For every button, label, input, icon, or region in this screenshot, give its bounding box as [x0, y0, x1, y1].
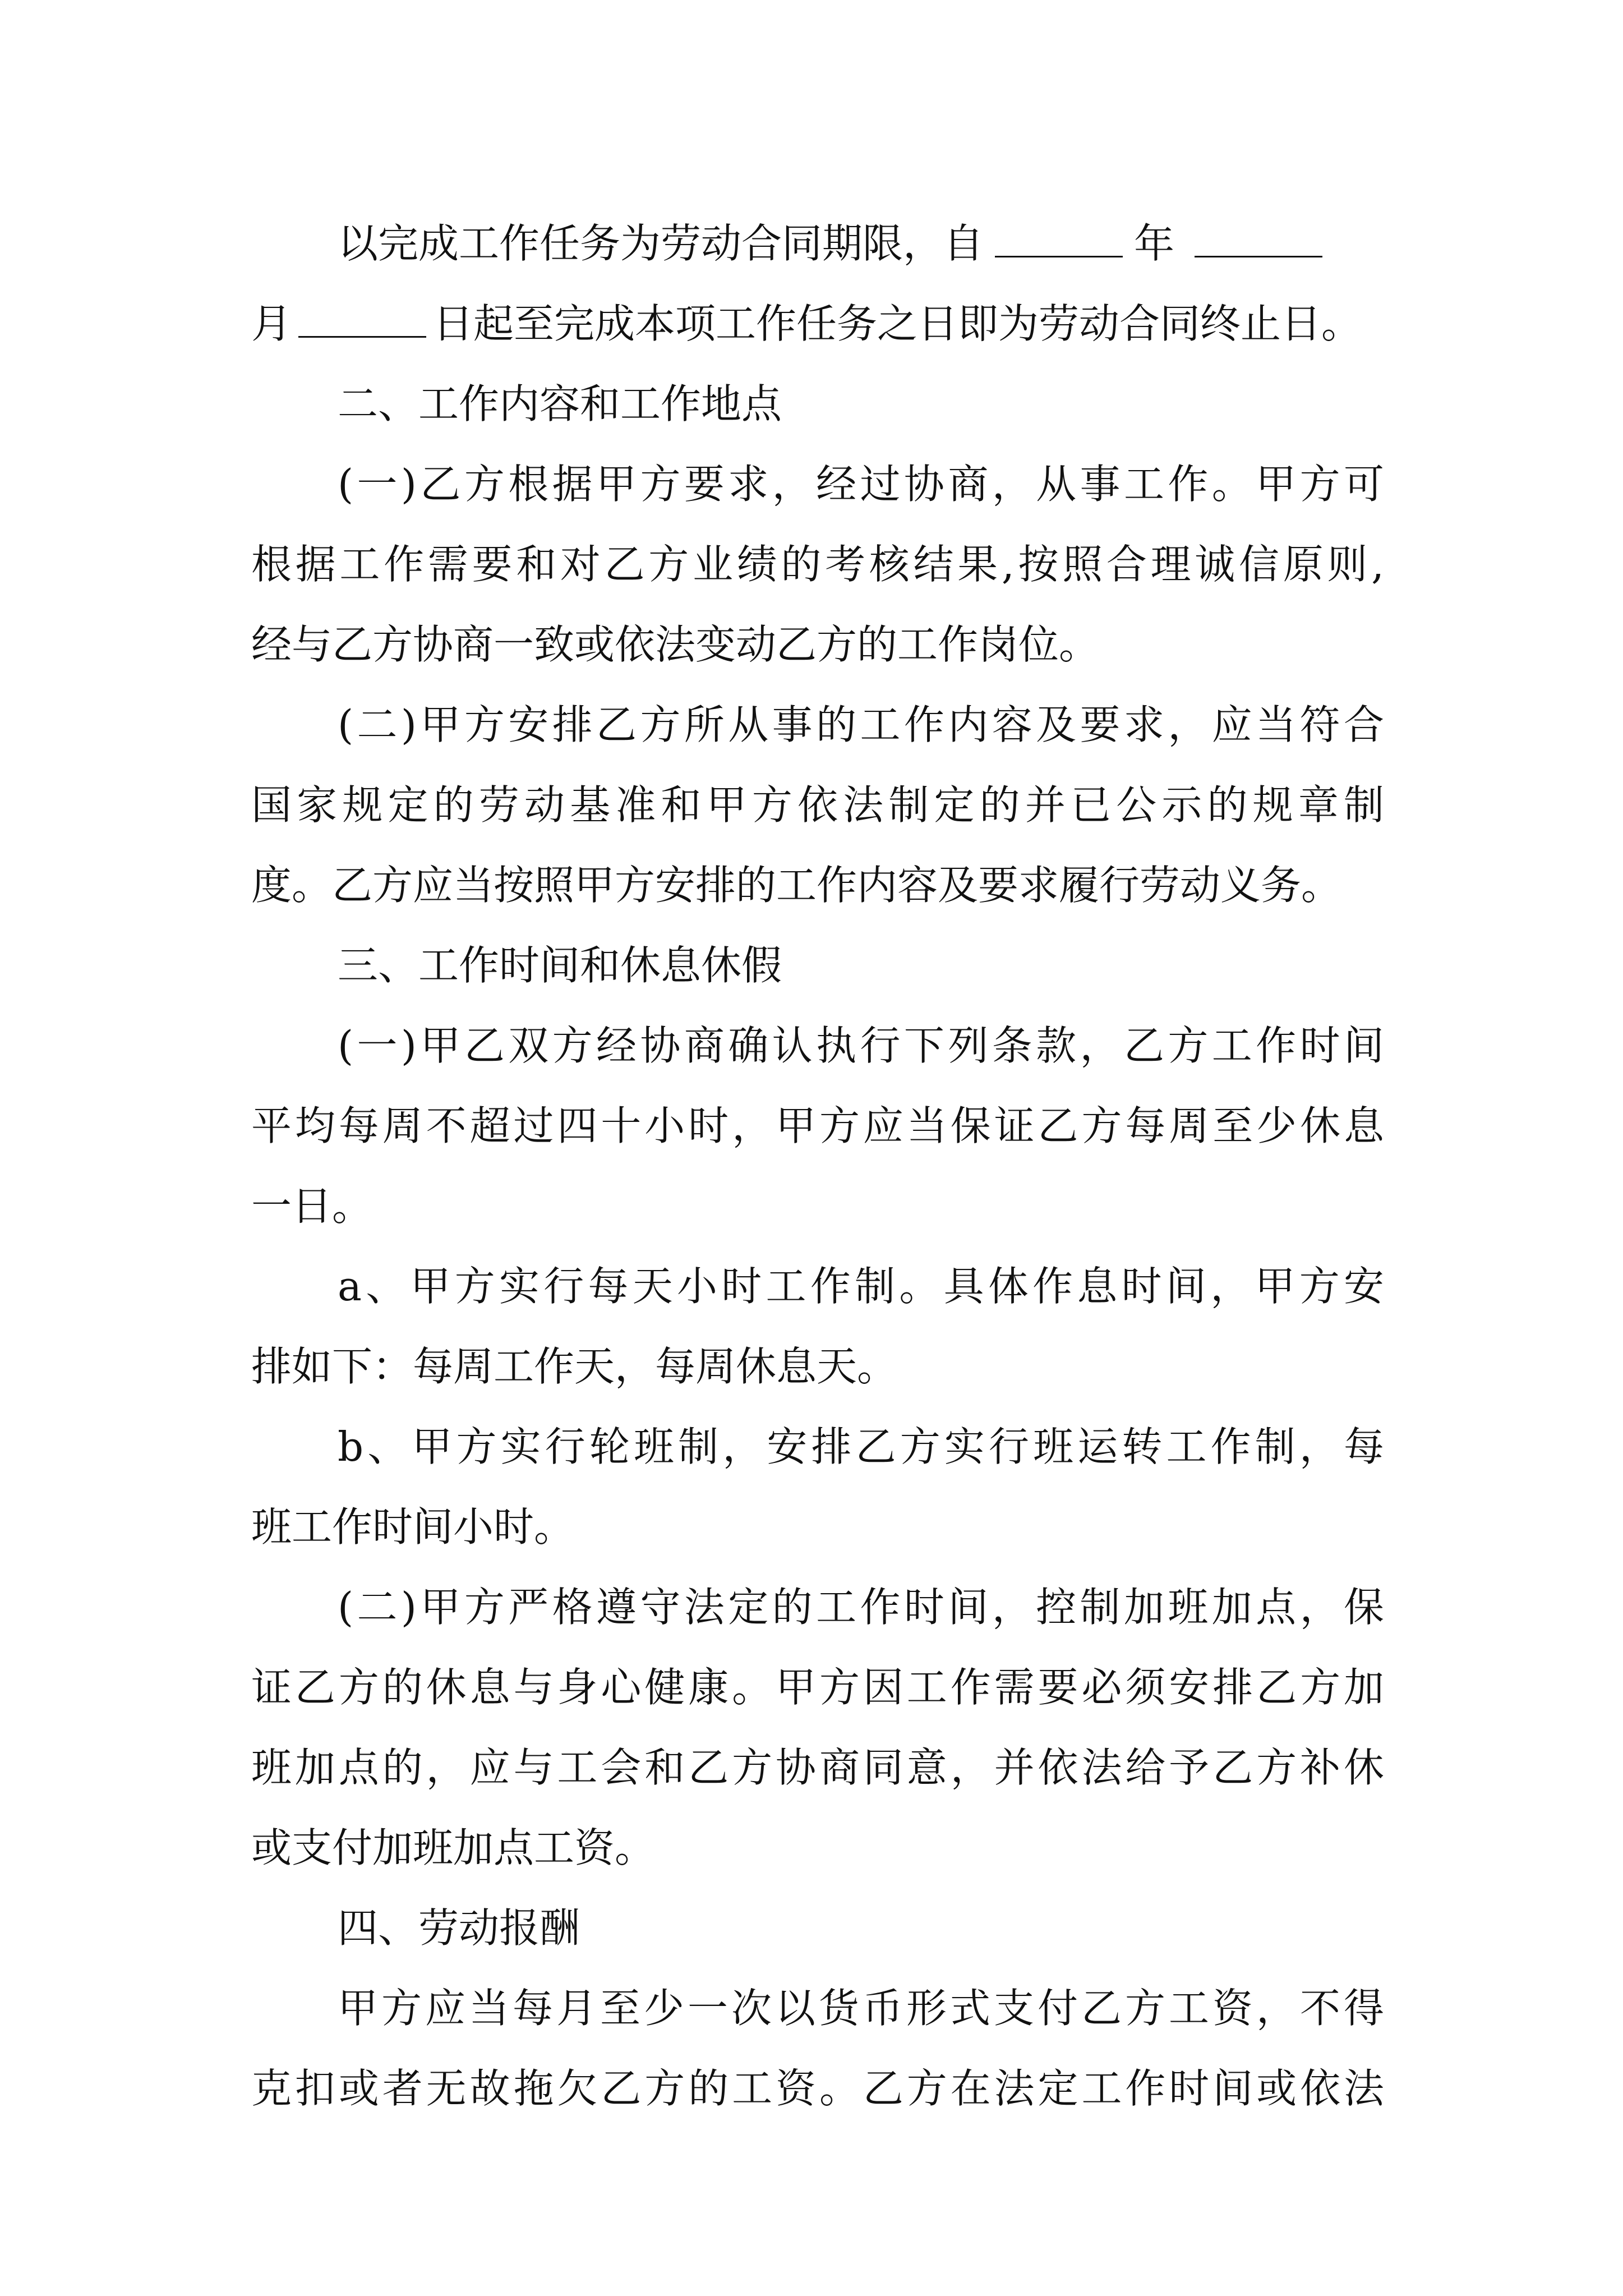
contract-term-end-text: 日起至完成本项工作任务之日即为劳动合同终止日。 — [433, 300, 1362, 347]
day-blank — [298, 296, 426, 338]
paragraph-line: 克扣或者无故拖欠乙方的工资。乙方在法定工作时间或依法 — [251, 2065, 1384, 2112]
paragraph-line: (一)甲乙双方经协商确认执行下列条款，乙方工作时间 — [338, 1022, 1384, 1069]
paragraph-line: 证乙方的休息与身心健康。甲方因工作需要必须安排乙方加 — [251, 1664, 1384, 1711]
paragraph-line: 或支付加班加点工资。 — [251, 1824, 656, 1871]
paragraph-line: 一日。 — [251, 1182, 373, 1230]
section-heading-remuneration: 四、劳动报酬 — [338, 1904, 580, 1952]
month-label: 月 — [251, 300, 292, 347]
year-label: 年 — [1134, 220, 1175, 267]
year-blank — [995, 215, 1123, 257]
contract-term-line-2 — [251, 291, 1384, 357]
paragraph-line: 排如下：每周工作天，每周休息天。 — [251, 1343, 898, 1390]
paragraph-line: 度。乙方应当按照甲方安排的工作内容及要求履行劳动义务。 — [251, 862, 1342, 909]
paragraph-line: (一)乙方根据甲方要求，经过协商，从事工作。甲方可 — [338, 461, 1384, 508]
contract-term-text: 以完成工作任务为劳动合同期限，自 — [338, 220, 984, 267]
month-blank — [1195, 215, 1322, 257]
paragraph-line: b、甲方实行轮班制，安排乙方实行班运转工作制，每 — [338, 1423, 1384, 1470]
paragraph-line: 平均每周不超过四十小时，甲方应当保证乙方每周至少休息 — [251, 1102, 1384, 1149]
paragraph-line: (二)甲方安排乙方所从事的工作内容及要求，应当符合 — [338, 701, 1384, 748]
paragraph-line: 根据工作需要和对乙方业绩的考核结果,按照合理诚信原则, — [251, 541, 1384, 588]
paragraph-line: a、甲方实行每天小时工作制。具体作息时间，甲方安 — [338, 1263, 1384, 1310]
paragraph-line: 班工作时间小时。 — [251, 1503, 575, 1550]
paragraph-line: 班加点的，应与工会和乙方协商同意，并依法给予乙方补休 — [251, 1744, 1384, 1791]
section-heading-work-content: 二、工作内容和工作地点 — [338, 380, 782, 427]
contract-term-line-1 — [338, 210, 1384, 277]
section-heading-work-hours: 三、工作时间和休息休假 — [338, 942, 782, 989]
paragraph-line: 甲方应当每月至少一次以货币形式支付乙方工资，不得 — [338, 1985, 1384, 2032]
paragraph-line: 国家规定的劳动基准和甲方依法制定的并已公示的规章制 — [251, 781, 1384, 829]
paragraph-line: 经与乙方协商一致或依法变动乙方的工作岗位。 — [251, 621, 1100, 668]
paragraph-line: (二)甲方严格遵守法定的工作时间，控制加班加点，保 — [338, 1584, 1384, 1631]
